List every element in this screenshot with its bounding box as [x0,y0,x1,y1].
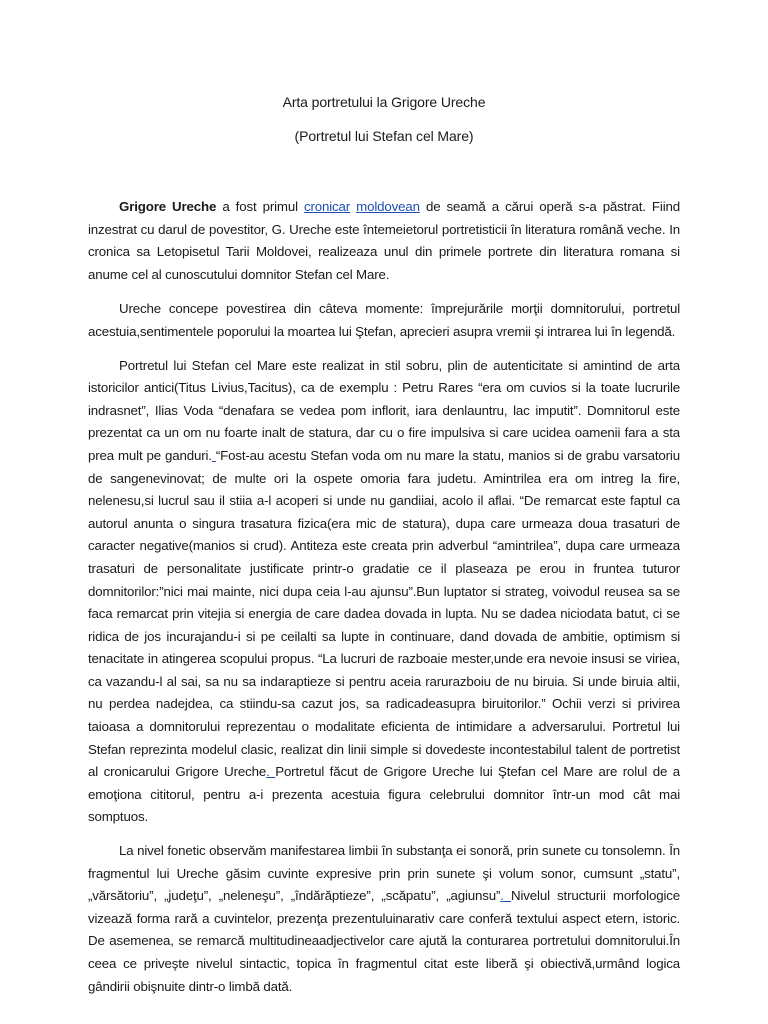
link-moldovean[interactable]: moldovean [356,199,420,214]
paragraph-1 [88,196,680,286]
paragraph-3 [88,355,680,829]
paragraph-3-text-c: Portretul făcut de Grigore Ureche lui Ştefan cel Mare are rolul de a emoţiona cititorul, pentru a-i prezenta acestuia figura celebrului domnitor într-un mod cât mai somptuos. [88,764,680,825]
paragraph-4-text-a: La nivel fonetic observăm manifestarea limbii în substanţa ei sonoră, prin sunete cu tonsolemn. În fragmentul lui Ureche găsim cuvinte expresive prin prin sunete şi volum sonor, cumsunt „statu”, „vărsătoriu”, „judeţu”, „neleneşu”, „îndărăptieze”, „scăpatu”, „agiunsu” [88,843,680,904]
paragraph-4-text-b: Nivelul structurii morfologice vizează forma rară a cuvintelor, prezenţa prezentuluinarativ care conferă textului aspect etern, istoric. De asemenea, se remarcă multitudineaadjectivelor care ajută la conturarea portretului domnitorului.În ceea ce priveşte nivelul sintactic, topica în fragmentul citat este liberă şi obiectivă,urmând logica gândirii obişnuite dintr-o limbă dată. [88,888,681,994]
paragraph-1-text-b: de seamă a cărui operă s-a păstrat. Fiind inzestrat cu darul de povestitor, G. Ureche este întemeietorul portretisticii în literatura română veche. In cronica sa Letopisetul Tarii Moldovei, realizeaza unul din primele portrete din literatura romana si anume cel al cunoscutului domnitor Stefan cel Mare. [88,199,680,282]
document-body [88,196,680,1009]
paragraph-4-link[interactable]: . [500,888,512,904]
paragraph-1-text-a: a fost primul [216,199,304,214]
paragraph-3-link-b[interactable]: . [266,764,276,780]
link-cronicar[interactable]: cronicar [303,199,351,214]
paragraph-4 [88,840,680,998]
document-title: Arta portretului la Grigore Ureche [282,94,486,110]
document-subtitle: (Portretul lui Stefan cel Mare) [294,128,474,144]
paragraph-2: Ureche concepe povestirea din câteva momente: împrejurările morţii domnitorului, portretul acestuia,sentimentele poporului la moartea lui Ştefan, aprecieri asupra vremii şi intrarea lui în legendă. [88,301,680,339]
paragraph-3-text-b: “Fost-au acestu Stefan voda om nu mare la statu, manios si de grabu varsatoriu de sangenevinovat; de multe ori la ospete omoria fara judetu. Amintrilea era om intreg la fire, nelenesu,si lucrul sau il stiia a-l acoperi si unde nu gandiiai, acolo il aflai. “De remarcat este faptul ca autorul anunta o singura trasatura fizica(era mic de statura), dupa care urmeaza doua trasaturi de caracter negative(manios si crud). Antiteza este creata prin adverbul “amintrilea”, dupa care urmeaza trasaturi de personalitate justificate printr-o gradatie ce il plaseaza pe erou in fruntea tuturor domnitorilor:”nici mai mainte, nici dupa ceia l-au ajunsu”.Bun luptator si strateg, voivodul reusea sa se faca remarcat prin vitejia si energia de care dadea dovada in lupta. Nu se dadea niciodata batut, ci se ridica de jos incurajandu-i si pe ceilalti sa lupte in continuare, dand dovada de ambitie, optimism si tenacitate in atingerea scopului propus. “La lucruri de razboaie mester,unde era nevoie insusi se viriea, ca vazandu-l al sai, sa nu sa indaraptieze si pentru aceia rarurazboiu de nu biruia. Si unde biruia altii, nu perdea nadejdea, ca stiindu-sa cazut jos, sa radicadeasupra biruitorilor.” Ochii verzi si privirea taioasa a domnitorului reprezentau o modalitate eficienta de intimidare a adversarului. Portretul lui Stefan reprezinta modelul clasic, realizat din linii simple si dovedeste incontestabilul talent de portretist al cronicarului Grigore Ureche [88,447,680,780]
paragraph-3-text-a: Portretul lui Stefan cel Mare este realizat in stil sobru, plin de autenticitate si amintind de arta istoricilor antici(Titus Livius,Tacitus), ca de exemplu : Petru Rares “era om cuvios si la toate lucrurile indrasnet”, Ilias Voda “denafara se vedea pom inflorit, iara denlauntru, lac imputit”. Domnitorul este prezentat ca un om nu foarte inalt de statura, dar cu o fire impulsiva si care ucidea oamenii fara a sta prea mult pe ganduri. [88,357,680,463]
author-name: Grigore Ureche [119,199,217,214]
